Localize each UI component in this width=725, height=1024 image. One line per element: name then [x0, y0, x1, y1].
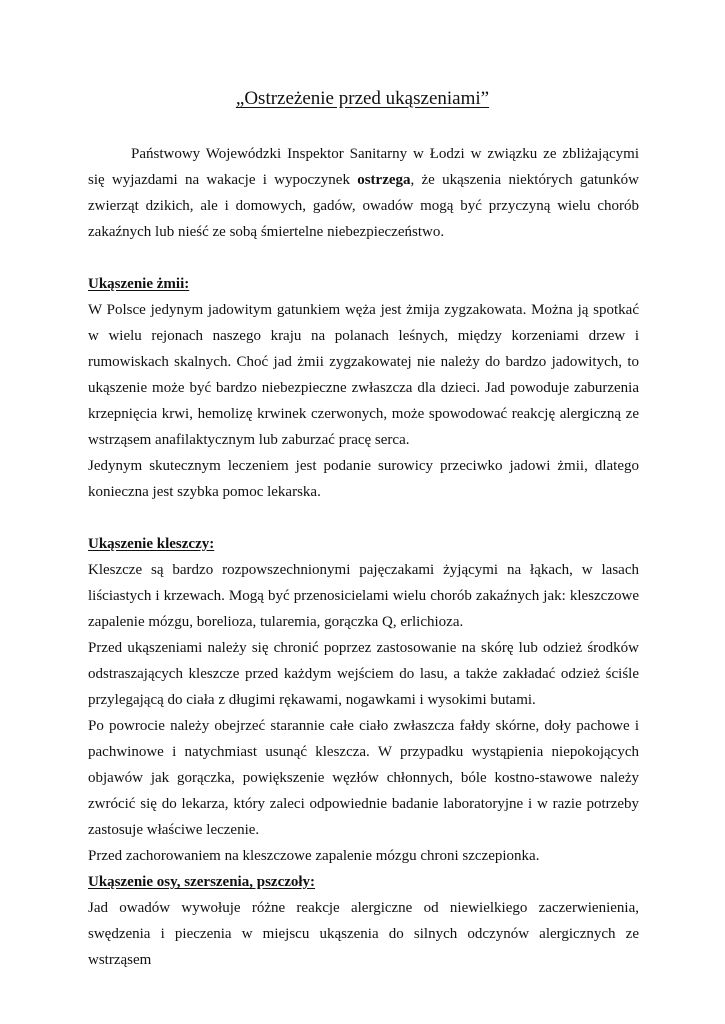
intro-bold-word: ostrzega: [357, 172, 411, 188]
section-heading-tick: Ukąszenie kleszczy:: [88, 536, 215, 552]
section-paragraph: W Polsce jedynym jadowitym gatunkiem węża jest żmija zygzakowata. Można ją spotkać w wielu rejonach naszego kraju na polanach leśnych, między korzeniami drzew i rumowiskach skalnych. Choć jad żmii zygzakowatej nie należy do bardzo jadowitych, to ukąszenie może być bardzo niebezpieczne zwłaszcza dla dzieci. Jad powoduje zaburzenia krzepnięcia krwi, hemolizę krwinek czerwonych, może spowodować reakcję alergiczną ze wstrząsem anafilaktycznym lub zaburzać pracę serca.: [88, 302, 639, 448]
section-paragraph: Jedynym skutecznym leczeniem jest podanie surowicy przeciwko jadowi żmii, dlatego konieczna jest szybka pomoc lekarska.: [88, 458, 639, 500]
section-paragraph: Przed ukąszeniami należy się chronić poprzez zastosowanie na skórę lub odzież środków odstraszających kleszcze przed każdym wejściem do lasu, a także zakładać odzież ściśle przylegającą do ciała z długimi rękawami, nogawkami i wysokimi butami.: [88, 640, 639, 708]
section-heading-snake: Ukąszenie żmii:: [88, 276, 190, 292]
section-heading-insects: Ukąszenie osy, szerszenia, pszczoły:: [88, 874, 316, 890]
document-body: [88, 141, 639, 973]
section-paragraph: Po powrocie należy obejrzeć starannie całe ciało zwłaszcza fałdy skórne, doły pachowe i pachwinowe i natychmiast usunąć kleszcza. W przypadku wystąpienia niepokojących objawów jak gorączka, powiększenie węzłów chłonnych, bóle kostno-stawowe należy zwrócić się do lekarza, który zaleci odpowiednie badanie laboratoryjne i w razie potrzeby zastosuje właściwe leczenie.: [88, 718, 639, 838]
intro-text-after: , że ukąszenia niektórych gatunków zwierząt dzikich, ale i domowych, gadów, owadów mogą być przyczyną wielu chorób zakaźnych lub nieść ze sobą śmiertelne niebezpieczeństwo.: [88, 172, 639, 240]
section-tick: [88, 531, 639, 869]
document-title: „Ostrzeżenie przed ukąszeniami”: [235, 88, 490, 109]
section-paragraph: Kleszcze są bardzo rozpowszechnionymi pajęczakami żyjącymi na łąkach, w lasach liściastych i krzewach. Mogą być przenosicielami wielu chorób zakaźnych jak: kleszczowe zapalenie mózgu, borelioza, tularemia, gorączka Q, erlichioza.: [88, 562, 639, 630]
section-paragraph: Jad owadów wywołuje różne reakcje alergiczne od niewielkiego zaczerwienienia, swędzenia i pieczenia w miejscu ukąszenia do silnych odczynów alergicznych ze wstrząsem: [88, 900, 639, 968]
section-insects: [88, 869, 639, 973]
section-snake: [88, 271, 639, 505]
intro-paragraph: [88, 141, 639, 245]
section-paragraph: Przed zachorowaniem na kleszczowe zapalenie mózgu chroni szczepionka.: [88, 848, 540, 864]
intro-text-before: Państwowy Wojewódzki Inspektor Sanitarny w Łodzi w związku ze zbliżającymi się wyjazdami na wakacje i wypoczynek: [88, 146, 639, 188]
intro-section: [88, 141, 639, 245]
